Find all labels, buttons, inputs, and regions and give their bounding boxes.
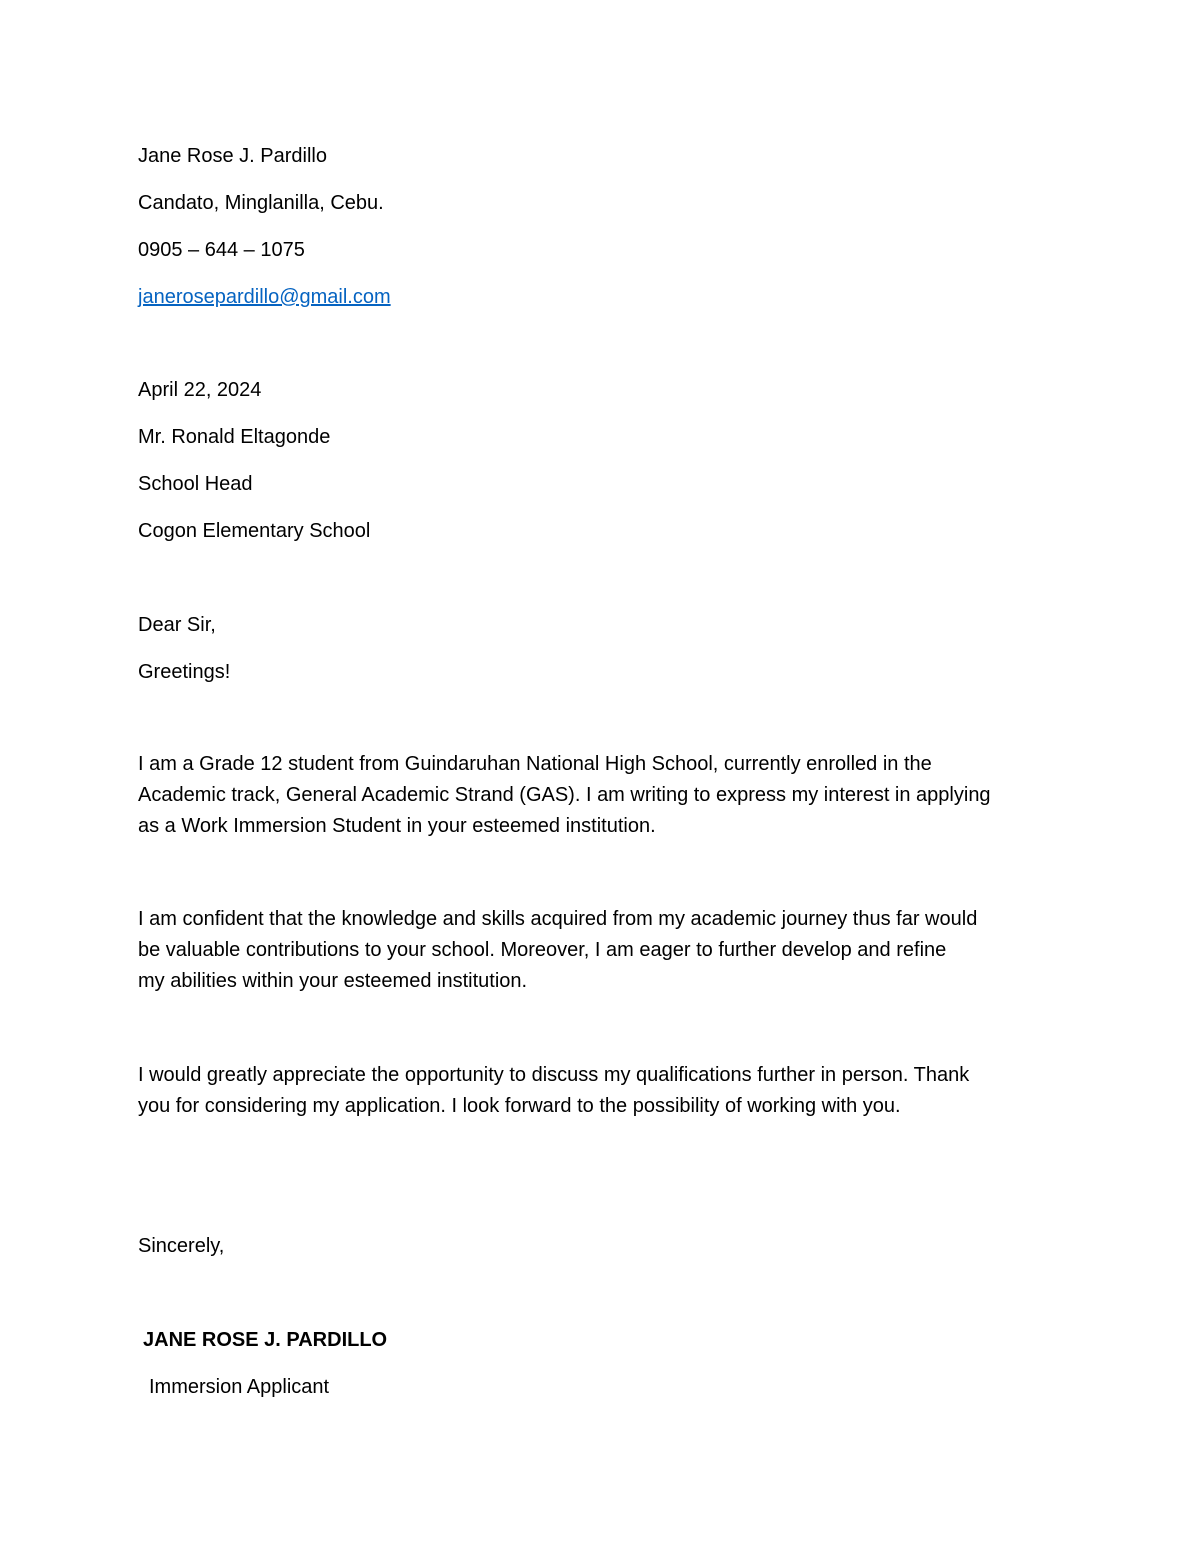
- paragraph-line: my abilities within your esteemed institution.: [138, 970, 528, 992]
- paragraph-line: I would greatly appreciate the opportunity to discuss my qualifications further in person. Thank: [138, 1064, 970, 1086]
- sender-name: Jane Rose J. Pardillo: [138, 145, 327, 167]
- paragraph-line: be valuable contributions to your school. Moreover, I am eager to further develop and refine: [138, 939, 947, 961]
- signature-name: JANE ROSE J. PARDILLO: [143, 1329, 388, 1351]
- paragraph-line: you for considering my application. I look forward to the possibility of working with you.: [138, 1095, 901, 1117]
- paragraph-line: as a Work Immersion Student in your esteemed institution.: [138, 815, 656, 837]
- recipient-title: School Head: [138, 473, 253, 495]
- body-paragraph-2: [138, 904, 1058, 997]
- recipient-name: Mr. Ronald Eltagonde: [138, 426, 331, 448]
- sender-address: Candato, Minglanilla, Cebu.: [138, 192, 384, 214]
- salutation: Dear Sir,: [138, 614, 216, 636]
- signature-title: Immersion Applicant: [149, 1376, 330, 1398]
- letter-date: April 22, 2024: [138, 379, 262, 401]
- recipient-organization: Cogon Elementary School: [138, 520, 371, 542]
- body-paragraph-1: [138, 749, 1058, 842]
- paragraph-line: I am confident that the knowledge and skills acquired from my academic journey thus far would: [138, 908, 978, 930]
- sender-phone: 0905 – 644 – 1075: [138, 239, 305, 261]
- paragraph-line: Academic track, General Academic Strand (GAS). I am writing to express my interest in applying: [138, 784, 991, 806]
- greeting: Greetings!: [138, 661, 231, 683]
- paragraph-line: I am a Grade 12 student from Guindaruhan National High School, currently enrolled in the: [138, 753, 932, 775]
- closing: Sincerely,: [138, 1235, 225, 1257]
- body-paragraph-3: [138, 1060, 1058, 1122]
- sender-email-link[interactable]: janerosepardillo@gmail.com: [138, 286, 391, 308]
